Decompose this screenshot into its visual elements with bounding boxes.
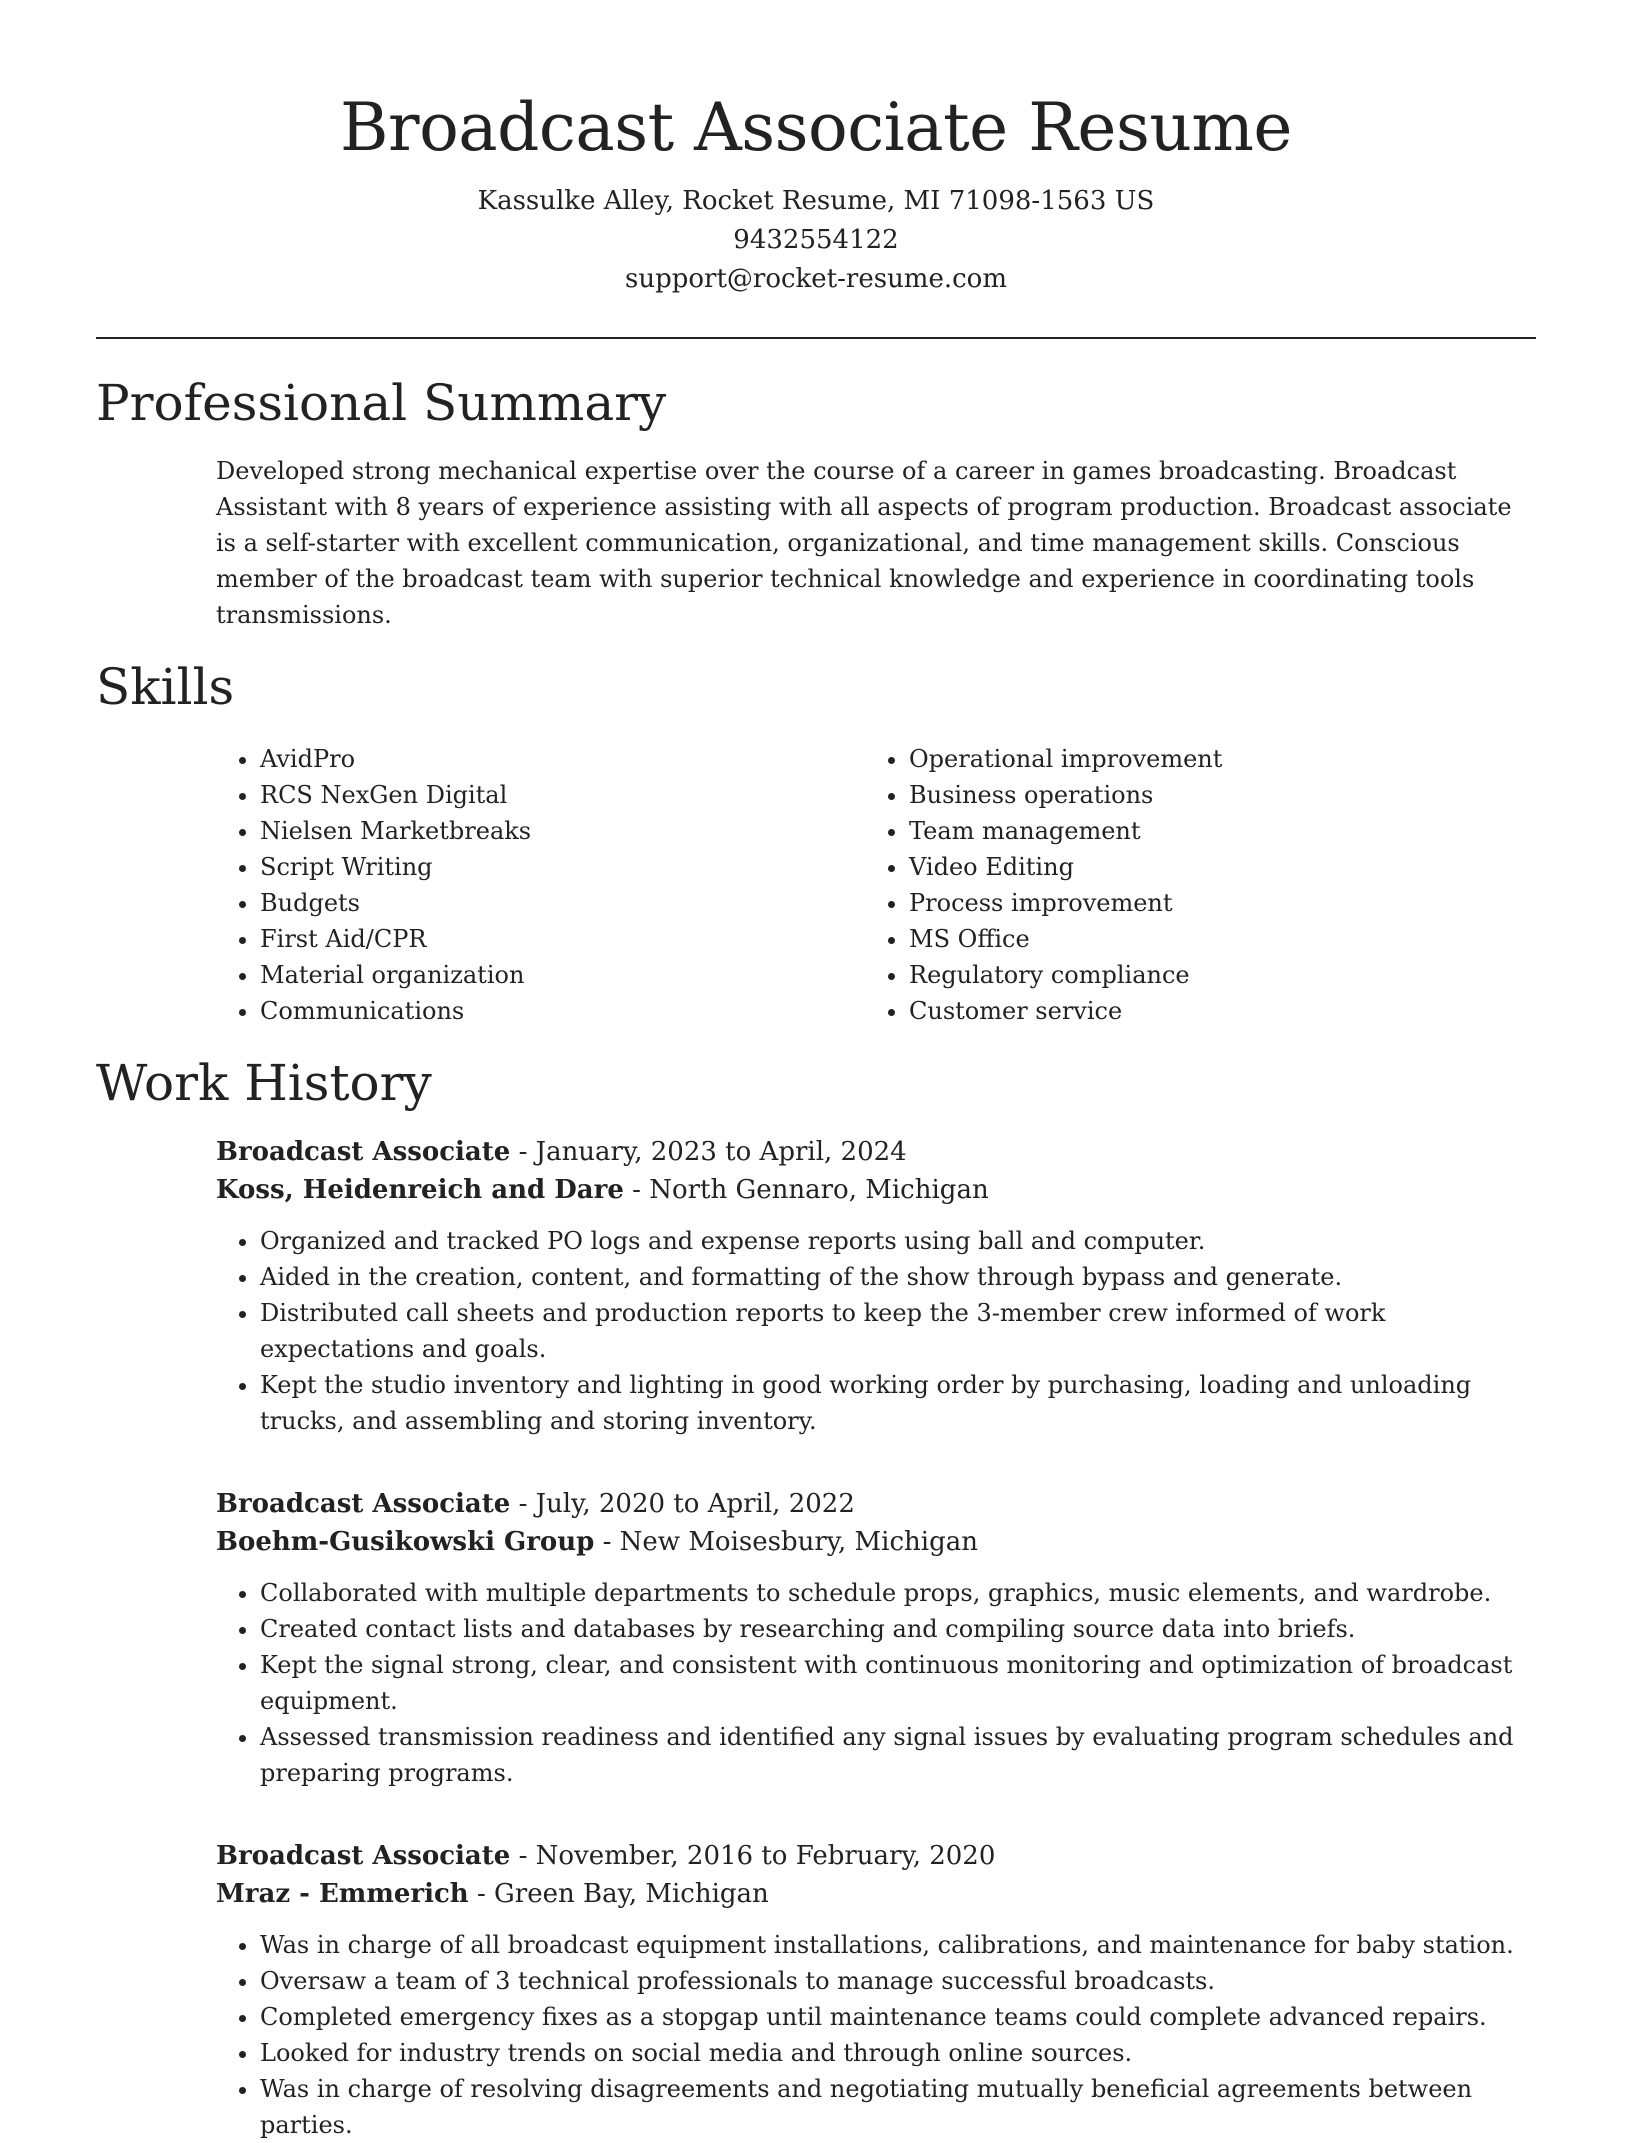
skill-item: • Budgets [260, 885, 865, 921]
skill-item: • Nielsen Marketbreaks [260, 813, 865, 849]
header-divider [96, 337, 1536, 339]
skills-list-right [865, 741, 1514, 1029]
job-company: Koss, Heidenreich and Dare [216, 1175, 624, 1205]
skill-item: • First Aid/CPR [260, 921, 865, 957]
skill-item: • Script Writing [260, 849, 865, 885]
job-bullet: • Oversaw a team of 3 technical professionals to manage successful broadcasts. [260, 1963, 1536, 1999]
skills-list-left [216, 741, 865, 1029]
resume-title: Broadcast Associate Resume [340, 89, 1292, 166]
job-company-line [216, 1875, 1536, 1913]
job-bullets [216, 1927, 1536, 2143]
contact-email: support@rocket-resume.com [624, 264, 1007, 294]
job-entry [216, 1133, 1536, 1439]
job-company-line [216, 1171, 1536, 1209]
resume-header [96, 0, 1536, 339]
skill-item: • Customer service [909, 993, 1514, 1029]
job-bullet: • Kept the studio inventory and lighting in good working order by purchasing, loading and unloading trucks, and assembling and storing inventory. [260, 1367, 1536, 1439]
job-bullet: • Collaborated with multiple departments to schedule props, graphics, music elements, and wardrobe. [260, 1575, 1536, 1611]
summary-heading: Professional Summary [96, 374, 667, 432]
contact-address: Kassulke Alley, Rocket Resume, MI 71098-1563 US [477, 186, 1155, 216]
job-title: Broadcast Associate [216, 1841, 511, 1871]
job-bullet: • Was in charge of all broadcast equipment installations, calibrations, and maintenance for baby station. [260, 1927, 1536, 1963]
job-company-line [216, 1523, 1536, 1561]
job-bullet: • Assessed transmission readiness and identified any signal issues by evaluating program schedules and preparing programs. [260, 1719, 1536, 1791]
work-history-section [96, 1053, 1536, 2143]
job-bullets [216, 1223, 1536, 1439]
job-location: - New Moisesbury, Michigan [594, 1527, 979, 1557]
job-location: - North Gennaro, Michigan [623, 1175, 989, 1205]
job-bullet: • Organized and tracked PO logs and expense reports using ball and computer. [260, 1223, 1536, 1259]
job-bullet: • Aided in the creation, content, and formatting of the show through bypass and generate. [260, 1259, 1536, 1295]
skills-section [96, 657, 1536, 1029]
job-dates: - July, 2020 to April, 2022 [510, 1489, 855, 1519]
job-company: Boehm-Gusikowski Group [216, 1527, 595, 1557]
skill-item: • RCS NexGen Digital [260, 777, 865, 813]
job-bullet: • Completed emergency fixes as a stopgap until maintenance teams could complete advanced repairs. [260, 1999, 1536, 2035]
contact-block [96, 182, 1536, 299]
job-bullet: • Was in charge of resolving disagreements and negotiating mutually beneficial agreements between parties. [260, 2071, 1536, 2143]
skills-heading: Skills [96, 658, 235, 716]
resume-page [96, 0, 1536, 2143]
job-title-line [216, 1837, 1536, 1875]
job-title: Broadcast Associate [216, 1489, 511, 1519]
skill-item: • Operational improvement [909, 741, 1514, 777]
job-company: Mraz - Emmerich [216, 1879, 469, 1909]
skill-item: • Team management [909, 813, 1514, 849]
skills-columns [216, 741, 1536, 1029]
job-bullet: • Distributed call sheets and production reports to keep the 3-member crew informed of work expectations and goals. [260, 1295, 1536, 1367]
skill-item: • Material organization [260, 957, 865, 993]
professional-summary-section [96, 373, 1536, 633]
job-title: Broadcast Associate [216, 1137, 511, 1167]
job-bullet: • Created contact lists and databases by researching and compiling source data into briefs. [260, 1611, 1536, 1647]
skill-item: • MS Office [909, 921, 1514, 957]
skill-item: • AvidPro [260, 741, 865, 777]
job-dates: - January, 2023 to April, 2024 [510, 1137, 907, 1167]
summary-text: Developed strong mechanical expertise over the course of a career in games broadcasting. Broadcast Assistant with 8 years of experience assisting with all aspects of program production. Broadcast associate is a self-starter with excellent communication, organizational, and time management skills. Conscious member of the broadcast team with superior technical knowledge and experience in coordinating tools transmissions. [216, 457, 1512, 629]
job-bullet: • Kept the signal strong, clear, and consistent with continuous monitoring and optimization of broadcast equipment. [260, 1647, 1536, 1719]
job-dates: - November, 2016 to February, 2020 [510, 1841, 996, 1871]
job-location: - Green Bay, Michigan [468, 1879, 769, 1909]
job-entry [216, 1837, 1536, 2143]
job-entry [216, 1485, 1536, 1791]
job-bullets [216, 1575, 1536, 1791]
skill-item: • Process improvement [909, 885, 1514, 921]
job-title-line [216, 1133, 1536, 1171]
skill-item: • Regulatory compliance [909, 957, 1514, 993]
contact-phone: 9432554122 [733, 225, 899, 255]
skill-item: • Communications [260, 993, 865, 1029]
skill-item: • Business operations [909, 777, 1514, 813]
job-title-line [216, 1485, 1536, 1523]
skill-item: • Video Editing [909, 849, 1514, 885]
job-bullet: • Looked for industry trends on social media and through online sources. [260, 2035, 1536, 2071]
work-history-heading: Work History [96, 1054, 432, 1112]
